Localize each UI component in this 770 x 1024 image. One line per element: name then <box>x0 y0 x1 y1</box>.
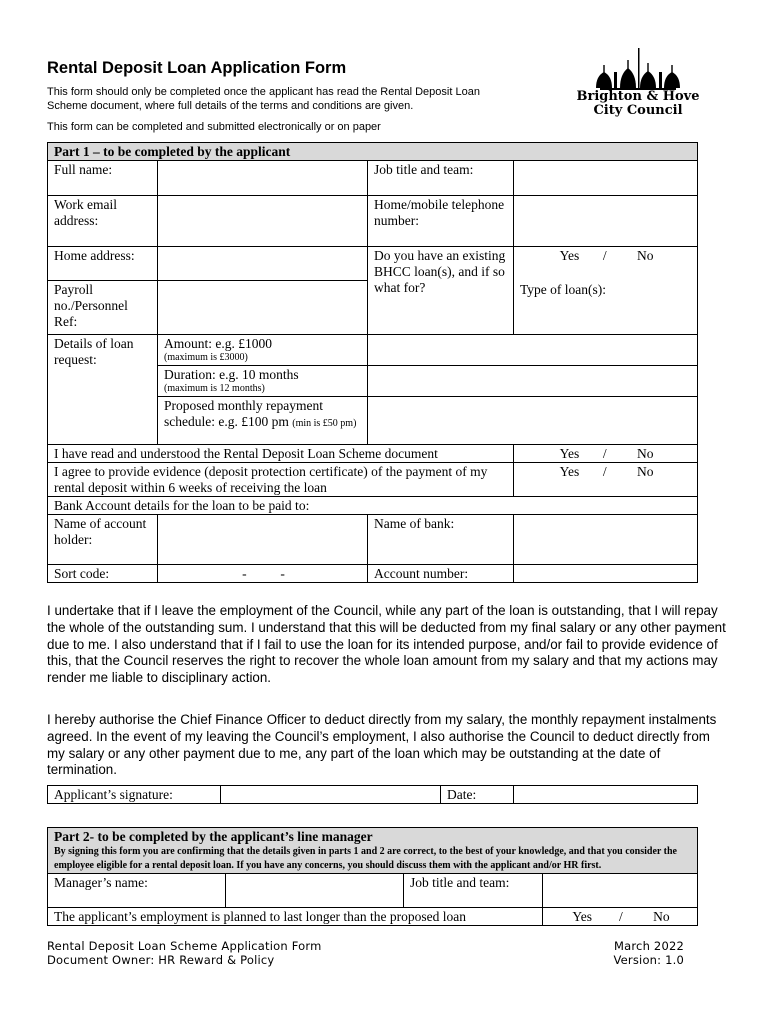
agree-evidence-statement: I agree to provide evidence (deposit protection certificate) of the payment of my rental deposit within 6 weeks of receiving the loan <box>48 463 514 497</box>
manager-job-title-label: Job title and team: <box>404 874 543 908</box>
manager-name-label: Manager’s name: <box>48 874 226 908</box>
authorisation-paragraph: I hereby authorise the Chief Finance Officer to deduct directly from my salary, the monthly repayment instalments agreed. In the event of my leaving the Council’s employment, I also authorise the Council to deduct directly from my salary or any other payment due to me, any part of the loan which may be outstanding at the date of termination. <box>47 712 717 778</box>
manager-job-title-field[interactable] <box>543 874 698 908</box>
council-name-logo: Brighton & Hove City Council <box>576 89 700 118</box>
manager-name-field[interactable] <box>226 874 404 908</box>
account-number-label: Account number: <box>368 565 514 583</box>
applicant-signature-label: Applicant’s signature: <box>48 786 221 804</box>
sort-code-label: Sort code: <box>48 565 158 583</box>
payroll-field[interactable] <box>158 281 368 335</box>
sort-code-field[interactable]: - - <box>158 565 368 583</box>
bank-heading: Bank Account details for the loan to be paid to: <box>48 497 698 515</box>
read-scheme-yes-no[interactable]: Yes / No <box>514 445 698 463</box>
account-holder-field[interactable] <box>158 515 368 565</box>
work-email-field[interactable] <box>158 196 368 247</box>
type-of-loan-label: Type of loan(s): <box>520 282 607 297</box>
bank-name-label: Name of bank: <box>368 515 514 565</box>
date-label: Date: <box>441 786 514 804</box>
part2-heading: Part 2- to be completed by the applicant’s line manager <box>54 829 373 844</box>
applicant-signature-field[interactable] <box>221 786 441 804</box>
part2-table <box>47 827 698 926</box>
amount-field[interactable] <box>368 335 698 366</box>
existing-loan-yes-no[interactable]: Yes / No <box>559 248 654 263</box>
home-phone-label: Home/mobile telephone number: <box>368 196 514 247</box>
part2-heading-cell <box>48 828 698 874</box>
work-email-label: Work email address: <box>48 196 158 247</box>
existing-loan-question: Do you have an existing BHCC loan(s), and if so what for? <box>368 247 514 335</box>
account-number-field[interactable] <box>514 565 698 583</box>
job-title-field[interactable] <box>514 161 698 196</box>
part1-table <box>47 142 698 583</box>
footer-date: March 2022 <box>614 939 684 953</box>
employment-duration-question: The applicant’s employment is planned to last longer than the proposed loan <box>48 908 543 926</box>
bank-name-field[interactable] <box>514 515 698 565</box>
duration-field[interactable] <box>368 366 698 397</box>
existing-loan-answer[interactable] <box>514 247 698 335</box>
repayment-field[interactable] <box>368 397 698 445</box>
job-title-label: Job title and team: <box>368 161 514 196</box>
repayment-label: Proposed monthly repayment schedule: e.g. £100 pm (min is £50 pm) <box>158 397 368 445</box>
home-address-label: Home address: <box>48 247 158 281</box>
part2-note: By signing this form you are confirming that the details given in parts 1 and 2 are correct, to the best of your knowledge, and that you consider the employee eligible for a rental deposit loan. If you have any concerns, you should discuss them with the applicant and/or HR first. <box>54 846 677 871</box>
read-scheme-statement: I have read and understood the Rental Deposit Loan Scheme document <box>48 445 514 463</box>
footer-left <box>47 939 322 967</box>
agree-evidence-yes-no[interactable]: Yes / No <box>514 463 698 497</box>
intro-line: Scheme document, where full details of the terms and conditions are given. <box>47 99 414 112</box>
full-name-field[interactable] <box>158 161 368 196</box>
loan-details-label: Details of loan request: <box>48 335 158 445</box>
home-phone-field[interactable] <box>514 196 698 247</box>
footer-right <box>560 939 684 967</box>
account-holder-label: Name of account holder: <box>48 515 158 565</box>
full-name-label: Full name: <box>48 161 158 196</box>
employment-duration-yes-no[interactable]: Yes / No <box>543 908 698 926</box>
duration-label: Duration: e.g. 10 months (maximum is 12 months) <box>158 366 368 397</box>
footer-owner: Document Owner: HR Reward & Policy <box>47 953 275 967</box>
home-address-field[interactable] <box>158 247 368 281</box>
intro-line: This form can be completed and submitted electronically or on paper <box>47 121 381 133</box>
intro-line: This form should only be completed once the applicant has read the Rental Deposit Loan <box>47 86 480 98</box>
part1-heading: Part 1 – to be completed by the applicant <box>48 143 698 161</box>
signature-table <box>47 785 698 804</box>
footer-form-name: Rental Deposit Loan Scheme Application Form <box>47 939 322 953</box>
payroll-label: Payroll no./Personnel Ref: <box>48 281 158 335</box>
undertaking-paragraph: I undertake that if I leave the employment of the Council, while any part of the loan is outstanding, that I will repay the whole of the outstanding sum. I understand that this will be deducted from my final salary or any other payment due to me. I also understand that if I fail to use the loan for its intended purpose, and/or fail to provide evidence of this, that the Council reserves the right to recover the whole loan amount from my salary and that my actions may render me liable to disciplinary action. <box>47 603 726 686</box>
footer-version: Version: 1.0 <box>613 953 684 967</box>
date-field[interactable] <box>514 786 698 804</box>
page-title: Rental Deposit Loan Application Form <box>47 59 347 77</box>
amount-label: Amount: e.g. £1000 (maximum is £3000) <box>158 335 368 366</box>
